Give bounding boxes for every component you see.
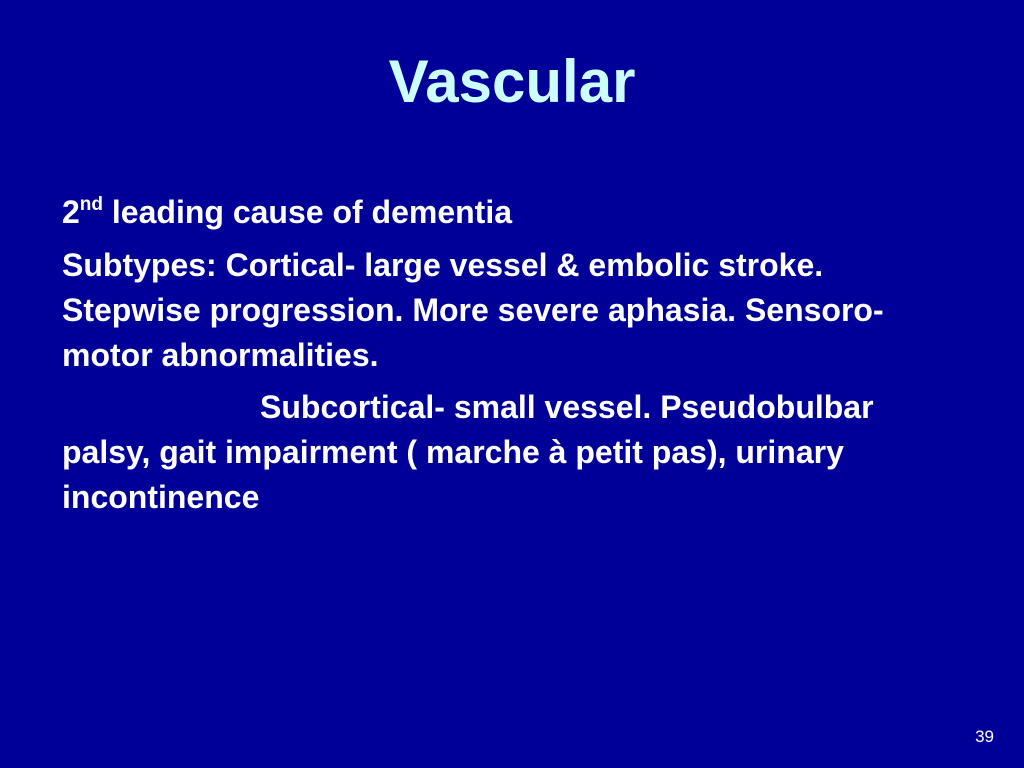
subtypes-paragraph: Subtypes: Cortical- large vessel & embolic stroke. Stepwise progression. More severe aphasia. Sensoro-motor abnormalities. — [62, 247, 884, 373]
ordinal-suffix: nd — [79, 194, 104, 215]
slide-number: 39 — [975, 727, 994, 746]
slide-title: Vascular — [388, 48, 636, 115]
leading-cause-text: leading cause of dementia — [103, 194, 513, 230]
subcortical-text: Subcortical- small vessel. Pseudobulbar palsy, gait impairment ( marche à petit pas), urinary incontinence — [62, 389, 874, 515]
subcortical-paragraph — [62, 385, 962, 520]
ordinal-number: 2 — [62, 194, 80, 230]
leading-cause-line — [62, 190, 962, 235]
slide-body — [62, 190, 962, 520]
